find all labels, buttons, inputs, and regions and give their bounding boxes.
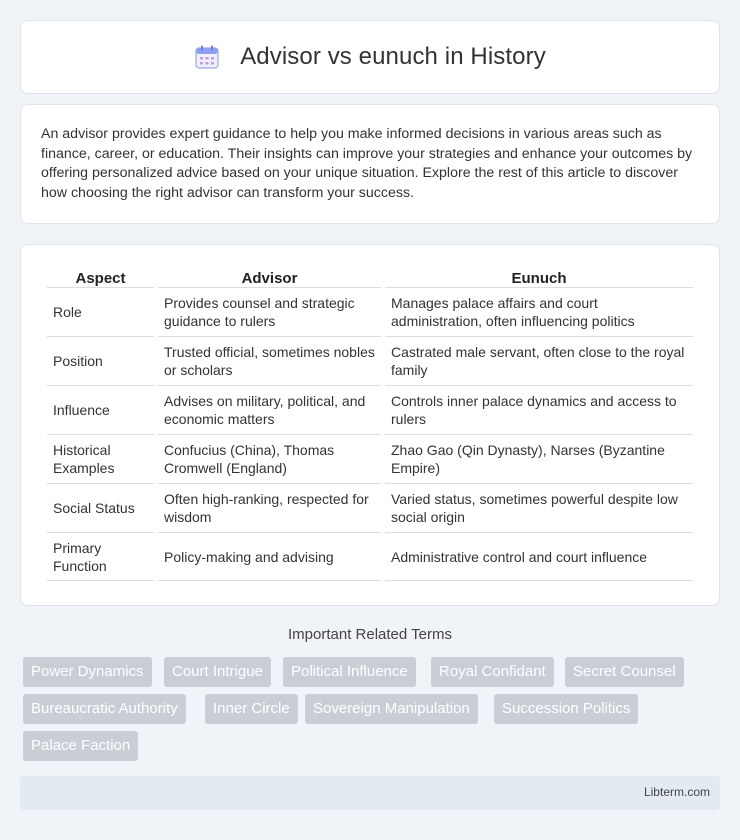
tag-political-influence[interactable]: Political Influence bbox=[283, 657, 416, 687]
cell-aspect: Position bbox=[47, 336, 154, 385]
tag-bureaucratic-authority[interactable]: Bureaucratic Authority bbox=[23, 694, 186, 724]
cell-aspect: Primary Function bbox=[47, 532, 154, 581]
comparison-card bbox=[20, 244, 720, 606]
footer bbox=[20, 776, 720, 810]
tag-royal-confidant[interactable]: Royal Confidant bbox=[431, 657, 554, 687]
page-title: Advisor vs eunuch in History bbox=[240, 43, 546, 70]
cell-advisor: Advises on military, political, and economic matters bbox=[158, 385, 381, 434]
cell-eunuch: Zhao Gao (Qin Dynasty), Narses (Byzantine Empire) bbox=[385, 434, 693, 483]
cell-advisor: Policy-making and advising bbox=[158, 532, 381, 581]
table-row bbox=[47, 434, 693, 483]
cell-advisor: Often high-ranking, respected for wisdom bbox=[158, 483, 381, 532]
cell-aspect: Influence bbox=[47, 385, 154, 434]
tag-power-dynamics[interactable]: Power Dynamics bbox=[23, 657, 152, 687]
intro-text: An advisor provides expert guidance to help you make informed decisions in various areas such as finance, career, or education. Their insights can improve your strategies and enhance your outcomes by offering personalized advice based on your unique situation. Explore the rest of this article to discover how choosing the right advisor can transform your success. bbox=[41, 126, 693, 201]
header-aspect: Aspect bbox=[75, 269, 126, 287]
table-row bbox=[47, 483, 693, 532]
tag-palace-faction[interactable]: Palace Faction bbox=[23, 731, 138, 761]
tag-inner-circle[interactable]: Inner Circle bbox=[205, 694, 298, 724]
cell-eunuch: Controls inner palace dynamics and access to rulers bbox=[385, 385, 693, 434]
tag-court-intrigue[interactable]: Court Intrigue bbox=[164, 657, 271, 687]
cell-advisor: Trusted official, sometimes nobles or scholars bbox=[158, 336, 381, 385]
table-row bbox=[47, 532, 693, 581]
related-terms-title: Important Related Terms bbox=[288, 626, 452, 643]
cell-eunuch: Castrated male servant, often close to the royal family bbox=[385, 336, 693, 385]
footer-site[interactable]: Libterm.com bbox=[643, 785, 710, 799]
tag-secret-counsel[interactable]: Secret Counsel bbox=[565, 657, 684, 687]
cell-aspect: Social Status bbox=[47, 483, 154, 532]
cell-eunuch: Administrative control and court influence bbox=[385, 532, 693, 581]
comparison-table bbox=[43, 267, 697, 581]
tag-sovereign-manipulation[interactable]: Sovereign Manipulation bbox=[305, 694, 478, 724]
cell-aspect: Role bbox=[47, 287, 154, 336]
cell-advisor: Provides counsel and strategic guidance to rulers bbox=[158, 287, 381, 336]
cell-aspect: Historical Examples bbox=[47, 434, 154, 483]
table-row bbox=[47, 336, 693, 385]
cell-eunuch: Varied status, sometimes powerful despite low social origin bbox=[385, 483, 693, 532]
cell-advisor: Confucius (China), Thomas Cromwell (England) bbox=[158, 434, 381, 483]
title-card bbox=[20, 20, 720, 94]
header-eunuch: Eunuch bbox=[511, 269, 567, 287]
tag-succession-politics[interactable]: Succession Politics bbox=[494, 694, 638, 724]
calendar-icon bbox=[194, 44, 220, 70]
table-row bbox=[47, 385, 693, 434]
header-advisor: Advisor bbox=[241, 269, 298, 287]
intro-card bbox=[20, 104, 720, 224]
table-row bbox=[47, 287, 693, 336]
cell-eunuch: Manages palace affairs and court administration, often influencing politics bbox=[385, 287, 693, 336]
